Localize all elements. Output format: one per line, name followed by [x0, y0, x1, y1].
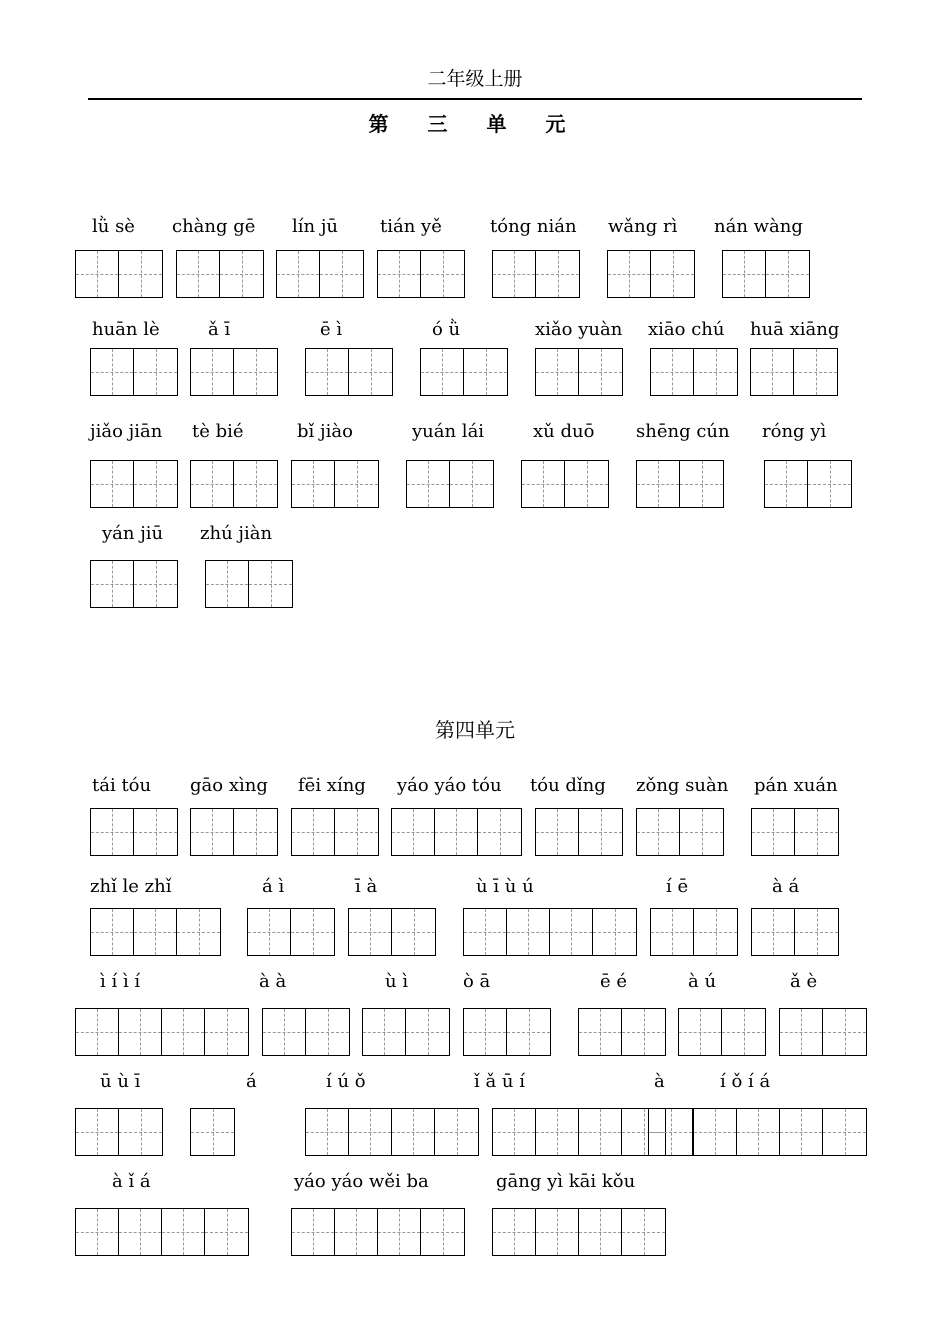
writing-grid[interactable]	[176, 250, 264, 298]
writing-grid[interactable]	[678, 1008, 766, 1056]
writing-grid[interactable]	[650, 908, 738, 956]
pinyin-prompt: à à	[259, 971, 287, 992]
tian-zi-cell[interactable]	[277, 251, 320, 297]
tian-zi-cell[interactable]	[579, 1209, 622, 1255]
tian-zi-cell[interactable]	[608, 251, 651, 297]
writing-grid[interactable]	[751, 808, 839, 856]
tian-zi-cell[interactable]	[464, 1009, 507, 1055]
writing-grid[interactable]	[291, 460, 379, 508]
tian-zi-cell[interactable]	[794, 349, 837, 395]
writing-grid[interactable]	[305, 348, 393, 396]
pinyin-prompt: gāng yì kāi kǒu	[496, 1171, 636, 1192]
tian-zi-cell[interactable]	[335, 809, 378, 855]
tian-zi-cell[interactable]	[177, 909, 220, 955]
writing-grid[interactable]	[722, 250, 810, 298]
writing-grid[interactable]	[420, 348, 508, 396]
writing-grid[interactable]	[190, 348, 278, 396]
writing-grid[interactable]	[75, 1108, 163, 1156]
pinyin-prompt: xiǎo yuàn	[535, 319, 623, 340]
pinyin-prompt: ū ù ī	[100, 1071, 141, 1092]
tian-zi-cell[interactable]	[450, 461, 493, 507]
tian-zi-cell[interactable]	[808, 461, 851, 507]
tian-zi-cell[interactable]	[119, 1209, 162, 1255]
tian-zi-cell[interactable]	[234, 349, 277, 395]
writing-grid[interactable]	[535, 348, 623, 396]
tian-zi-cell[interactable]	[536, 1209, 579, 1255]
tian-zi-cell[interactable]	[493, 1209, 536, 1255]
writing-grid[interactable]	[291, 808, 379, 856]
tian-zi-cell[interactable]	[91, 909, 134, 955]
pinyin-prompt: tè bié	[192, 421, 244, 442]
tian-zi-cell[interactable]	[134, 561, 177, 607]
tian-zi-cell[interactable]	[493, 251, 536, 297]
writing-grid[interactable]	[463, 908, 637, 956]
tian-zi-cell[interactable]	[206, 561, 249, 607]
pinyin-prompt: à á	[772, 876, 800, 897]
tian-zi-cell[interactable]	[723, 251, 766, 297]
writing-grid[interactable]	[276, 250, 364, 298]
tian-zi-cell[interactable]	[162, 1209, 205, 1255]
tian-zi-cell[interactable]	[795, 809, 838, 855]
tian-zi-cell[interactable]	[722, 1009, 765, 1055]
tian-zi-cell[interactable]	[421, 349, 464, 395]
pinyin-prompt: ì í ì í	[100, 971, 141, 992]
tian-zi-cell[interactable]	[119, 1009, 162, 1055]
tian-zi-cell[interactable]	[76, 251, 119, 297]
pinyin-prompt: í ú ǒ	[326, 1071, 366, 1092]
writing-grid[interactable]	[75, 1008, 249, 1056]
tian-zi-cell[interactable]	[680, 461, 723, 507]
writing-grid[interactable]	[90, 560, 178, 608]
tian-zi-cell[interactable]	[91, 561, 134, 607]
tian-zi-cell[interactable]	[349, 1109, 392, 1155]
tian-zi-cell[interactable]	[335, 1209, 378, 1255]
tian-zi-cell[interactable]	[378, 251, 421, 297]
tian-zi-cell[interactable]	[76, 1009, 119, 1055]
tian-zi-cell[interactable]	[191, 461, 234, 507]
tian-zi-cell[interactable]	[349, 909, 392, 955]
tian-zi-cell[interactable]	[76, 1209, 119, 1255]
tian-zi-cell[interactable]	[320, 251, 363, 297]
pinyin-prompt: jiǎo jiān	[90, 421, 163, 442]
writing-grid[interactable]	[90, 460, 178, 508]
pinyin-prompt: yáo yáo wěi ba	[294, 1171, 429, 1192]
pinyin-prompt: á ì	[262, 876, 285, 897]
tian-zi-cell[interactable]	[263, 1009, 306, 1055]
pinyin-prompt: à ǐ á	[112, 1171, 151, 1192]
tian-zi-cell[interactable]	[349, 349, 392, 395]
unit3-title: 第 三 单 元	[368, 112, 582, 136]
tian-zi-cell[interactable]	[291, 909, 334, 955]
tian-zi-cell[interactable]	[119, 251, 162, 297]
writing-grid[interactable]	[90, 808, 178, 856]
pinyin-prompt: zǒng suàn	[636, 775, 729, 796]
tian-zi-cell[interactable]	[392, 809, 435, 855]
tian-zi-cell[interactable]	[593, 909, 636, 955]
pinyin-prompt: zhú jiàn	[200, 523, 273, 544]
tian-zi-cell[interactable]	[679, 1009, 722, 1055]
tian-zi-cell[interactable]	[191, 809, 234, 855]
pinyin-prompt: yuán lái	[412, 421, 485, 442]
writing-grid[interactable]	[75, 1208, 249, 1256]
tian-zi-cell[interactable]	[522, 461, 565, 507]
writing-grid[interactable]	[492, 1208, 666, 1256]
pinyin-prompt: ǎ ī	[208, 319, 231, 340]
tian-zi-cell[interactable]	[406, 1009, 449, 1055]
pinyin-prompt: tóu dǐng	[530, 775, 606, 796]
tian-zi-cell[interactable]	[292, 1209, 335, 1255]
tian-zi-cell[interactable]	[637, 809, 680, 855]
pinyin-prompt: chàng gē	[172, 216, 256, 237]
pinyin-prompt: shēng cún	[636, 421, 730, 442]
tian-zi-cell[interactable]	[162, 1009, 205, 1055]
pinyin-prompt: tái tóu	[92, 775, 152, 796]
tian-zi-cell[interactable]	[435, 809, 478, 855]
writing-grid[interactable]	[636, 460, 724, 508]
writing-grid[interactable]	[348, 908, 436, 956]
tian-zi-cell[interactable]	[478, 809, 521, 855]
pinyin-prompt: tóng nián	[490, 216, 577, 237]
tian-zi-cell[interactable]	[91, 349, 134, 395]
tian-zi-cell[interactable]	[622, 1009, 665, 1055]
writing-grid[interactable]	[607, 250, 695, 298]
pinyin-prompt: í ē	[666, 876, 689, 897]
tian-zi-cell[interactable]	[464, 349, 507, 395]
writing-grid[interactable]	[750, 348, 838, 396]
pinyin-prompt: á	[246, 1071, 257, 1092]
writing-grid[interactable]	[463, 1008, 551, 1056]
tian-zi-cell[interactable]	[579, 809, 622, 855]
tian-zi-cell[interactable]	[205, 1209, 248, 1255]
writing-grid[interactable]	[190, 460, 278, 508]
writing-grid[interactable]	[650, 348, 738, 396]
writing-grid[interactable]	[521, 460, 609, 508]
tian-zi-cell[interactable]	[780, 1009, 823, 1055]
pinyin-prompt: lín jū	[292, 216, 339, 237]
tian-zi-cell[interactable]	[649, 1109, 692, 1155]
pinyin-prompt: yáo yáo tóu	[397, 775, 502, 796]
pinyin-prompt: fēi xíng	[298, 775, 366, 796]
pinyin-prompt: zhǐ le zhǐ	[90, 876, 172, 897]
tian-zi-cell[interactable]	[134, 909, 177, 955]
writing-grid[interactable]	[751, 908, 839, 956]
header-rule	[88, 98, 862, 100]
tian-zi-cell[interactable]	[694, 349, 737, 395]
tian-zi-cell[interactable]	[421, 251, 464, 297]
tian-zi-cell[interactable]	[191, 349, 234, 395]
writing-grid[interactable]	[636, 808, 724, 856]
tian-zi-cell[interactable]	[234, 809, 277, 855]
tian-zi-cell[interactable]	[407, 461, 450, 507]
writing-grid[interactable]	[262, 1008, 350, 1056]
tian-zi-cell[interactable]	[737, 1109, 780, 1155]
tian-zi-cell[interactable]	[392, 1109, 435, 1155]
writing-grid[interactable]	[205, 560, 293, 608]
tian-zi-cell[interactable]	[134, 809, 177, 855]
tian-zi-cell[interactable]	[205, 1009, 248, 1055]
tian-zi-cell[interactable]	[306, 1109, 349, 1155]
tian-zi-cell[interactable]	[536, 349, 579, 395]
tian-zi-cell[interactable]	[550, 909, 593, 955]
pinyin-prompt: ī à	[355, 876, 378, 897]
tian-zi-cell[interactable]	[765, 461, 808, 507]
tian-zi-cell[interactable]	[435, 1109, 478, 1155]
tian-zi-cell[interactable]	[651, 909, 694, 955]
pinyin-prompt: tián yě	[380, 216, 442, 237]
tian-zi-cell[interactable]	[752, 809, 795, 855]
tian-zi-cell[interactable]	[292, 809, 335, 855]
tian-zi-cell[interactable]	[306, 1009, 349, 1055]
tian-zi-cell[interactable]	[651, 349, 694, 395]
writing-grid[interactable]	[535, 808, 623, 856]
pinyin-prompt: róng yì	[762, 421, 827, 442]
tian-zi-cell[interactable]	[191, 1109, 234, 1155]
writing-grid[interactable]	[578, 1008, 666, 1056]
tian-zi-cell[interactable]	[234, 461, 277, 507]
tian-zi-cell[interactable]	[752, 909, 795, 955]
tian-zi-cell[interactable]	[780, 1109, 823, 1155]
writing-grid[interactable]	[90, 348, 178, 396]
pinyin-prompt: ó ǜ	[432, 319, 461, 340]
tian-zi-cell[interactable]	[637, 461, 680, 507]
tian-zi-cell[interactable]	[363, 1009, 406, 1055]
writing-grid[interactable]	[362, 1008, 450, 1056]
writing-grid[interactable]	[391, 808, 522, 856]
tian-zi-cell[interactable]	[579, 1109, 622, 1155]
tian-zi-cell[interactable]	[579, 349, 622, 395]
tian-zi-cell[interactable]	[76, 1109, 119, 1155]
tian-zi-cell[interactable]	[579, 1009, 622, 1055]
tian-zi-cell[interactable]	[536, 251, 579, 297]
tian-zi-cell[interactable]	[464, 909, 507, 955]
tian-zi-cell[interactable]	[694, 1109, 737, 1155]
page-header: 二年级上册	[427, 68, 523, 90]
tian-zi-cell[interactable]	[134, 461, 177, 507]
tian-zi-cell[interactable]	[823, 1009, 866, 1055]
pinyin-prompt: ù ì	[385, 971, 409, 992]
tian-zi-cell[interactable]	[823, 1109, 866, 1155]
tian-zi-cell[interactable]	[134, 349, 177, 395]
tian-zi-cell[interactable]	[622, 1209, 665, 1255]
pinyin-prompt: lǜ sè	[92, 216, 135, 237]
pinyin-prompt: huān lè	[92, 319, 160, 340]
tian-zi-cell[interactable]	[493, 1109, 536, 1155]
writing-grid[interactable]	[406, 460, 494, 508]
writing-grid[interactable]	[291, 1208, 465, 1256]
writing-grid[interactable]	[492, 1108, 666, 1156]
tian-zi-cell[interactable]	[248, 909, 291, 955]
unit4-title: 第四单元	[435, 718, 515, 742]
writing-grid[interactable]	[190, 808, 278, 856]
tian-zi-cell[interactable]	[507, 1009, 550, 1055]
pinyin-prompt: xǔ duō	[533, 421, 595, 442]
tian-zi-cell[interactable]	[766, 251, 809, 297]
writing-grid[interactable]	[75, 250, 163, 298]
pinyin-prompt: ǎ è	[790, 971, 818, 992]
pinyin-prompt: ē ì	[320, 319, 343, 340]
pinyin-prompt: ē é	[600, 971, 628, 992]
tian-zi-cell[interactable]	[507, 909, 550, 955]
tian-zi-cell[interactable]	[91, 809, 134, 855]
pinyin-prompt: ù ī ù ú	[476, 876, 534, 897]
tian-zi-cell[interactable]	[751, 349, 794, 395]
tian-zi-cell[interactable]	[220, 251, 263, 297]
tian-zi-cell[interactable]	[536, 1109, 579, 1155]
writing-grid[interactable]	[190, 1108, 235, 1156]
pinyin-prompt: bǐ jiào	[297, 421, 353, 442]
tian-zi-cell[interactable]	[651, 251, 694, 297]
pinyin-prompt: wǎng rì	[608, 216, 678, 237]
pinyin-prompt: ò ā	[463, 971, 491, 992]
tian-zi-cell[interactable]	[421, 1209, 464, 1255]
pinyin-prompt: gāo xìng	[190, 775, 268, 796]
tian-zi-cell[interactable]	[335, 461, 378, 507]
writing-grid[interactable]	[693, 1108, 867, 1156]
tian-zi-cell[interactable]	[177, 251, 220, 297]
tian-zi-cell[interactable]	[119, 1109, 162, 1155]
tian-zi-cell[interactable]	[249, 561, 292, 607]
pinyin-prompt: ǐ ǎ ū í	[474, 1071, 526, 1092]
pinyin-prompt: pán xuán	[754, 775, 838, 796]
tian-zi-cell[interactable]	[91, 461, 134, 507]
pinyin-prompt: í ǒ í á	[720, 1071, 771, 1092]
writing-grid[interactable]	[764, 460, 852, 508]
pinyin-prompt: à	[654, 1071, 665, 1092]
pinyin-prompt: nán wàng	[714, 216, 803, 237]
pinyin-prompt: à ú	[688, 971, 717, 992]
tian-zi-cell[interactable]	[680, 809, 723, 855]
writing-grid[interactable]	[648, 1108, 693, 1156]
writing-grid[interactable]	[247, 908, 335, 956]
tian-zi-cell[interactable]	[536, 809, 579, 855]
pinyin-prompt: xiāo chú	[648, 319, 725, 340]
tian-zi-cell[interactable]	[694, 909, 737, 955]
pinyin-prompt: huā xiāng	[750, 319, 840, 340]
writing-grid[interactable]	[305, 1108, 479, 1156]
writing-grid[interactable]	[377, 250, 465, 298]
tian-zi-cell[interactable]	[378, 1209, 421, 1255]
writing-grid[interactable]	[492, 250, 580, 298]
pinyin-prompt: yán jiū	[102, 523, 164, 544]
tian-zi-cell[interactable]	[795, 909, 838, 955]
tian-zi-cell[interactable]	[565, 461, 608, 507]
writing-grid[interactable]	[90, 908, 221, 956]
tian-zi-cell[interactable]	[392, 909, 435, 955]
writing-grid[interactable]	[779, 1008, 867, 1056]
tian-zi-cell[interactable]	[292, 461, 335, 507]
tian-zi-cell[interactable]	[306, 349, 349, 395]
